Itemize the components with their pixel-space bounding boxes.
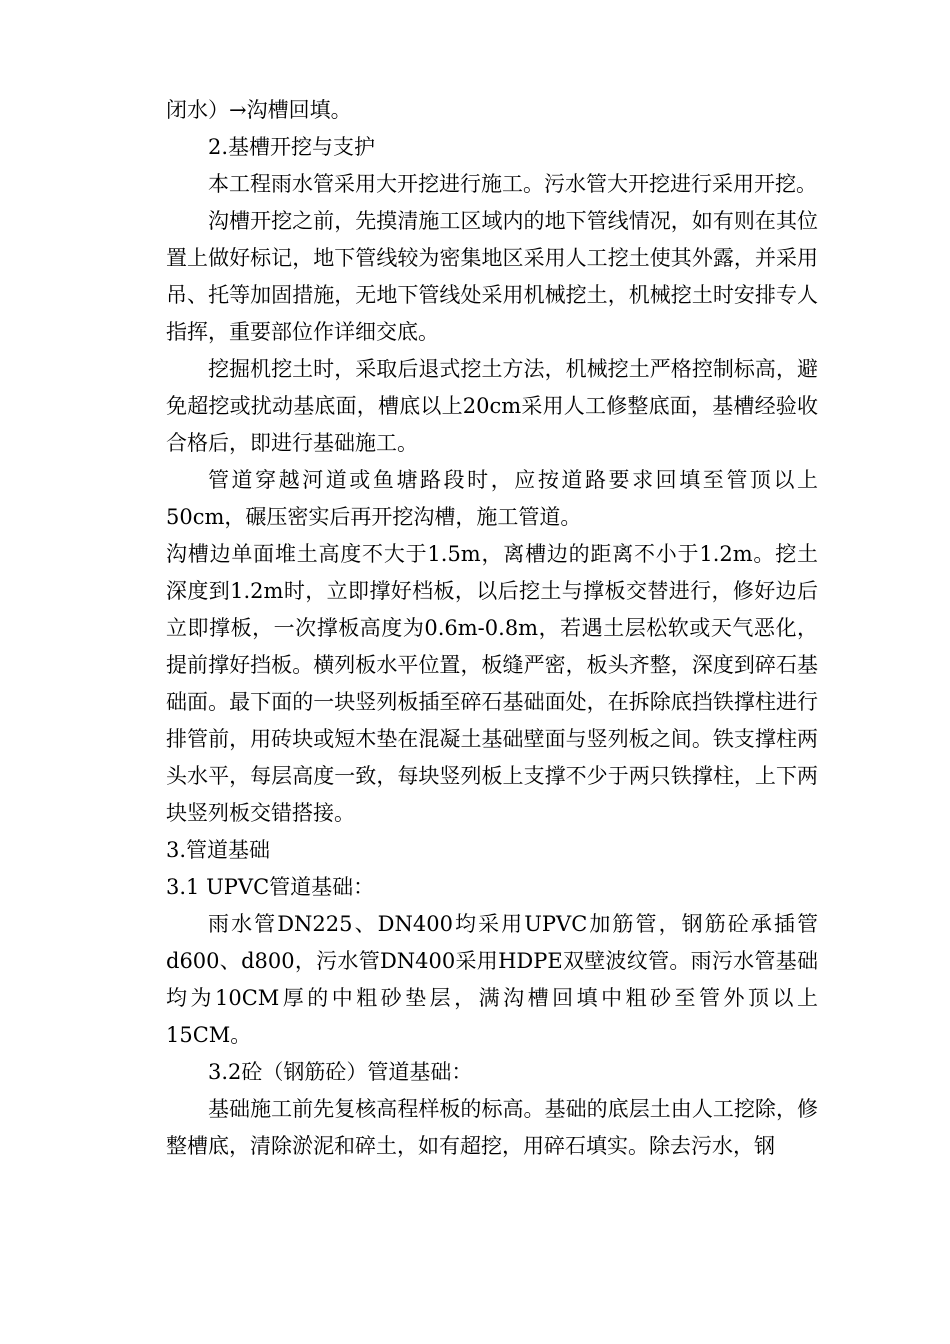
- paragraph-4: 沟槽开挖之前，先摸清施工区域内的地下管线情况，如有则在其位置上做好标记，地下管线较为密集地区采用人工挖土使其外露，并采用吊、托等加固措施，无地下管线处采用机械挖土，机械挖土时安排专人指挥，重要部位作详细交底。: [166, 209, 818, 344]
- paragraph-1: 闭水）→沟槽回填。: [166, 98, 352, 122]
- paragraph-6: 管道穿越河道或鱼塘路段时，应按道路要求回填至管顶以上50cm，碾压密实后再开挖沟槽，施工管道。: [166, 468, 818, 529]
- paragraph-3: 本工程雨水管采用大开挖进行施工。污水管大开挖进行采用开挖。: [208, 172, 817, 196]
- subsection-heading-3-1: 3.1 UPVC管道基础：: [166, 875, 375, 899]
- document-body: [166, 92, 818, 1165]
- paragraph-10: 雨水管DN225、DN400均采用UPVC加筋管，钢筋砼承插管d600、d800，污水管DN400采用HDPE双壁波纹管。雨污水管基础均为10CM厚的中粗砂垫层，满沟槽回填中粗砂至管外顶以上15CM。: [166, 912, 818, 1047]
- subsection-heading-3-2: 3.2砼（钢筋砼）管道基础：: [208, 1060, 473, 1084]
- paragraph-5: 挖掘机挖土时，采取后退式挖土方法，机械挖土严格控制标高，避免超挖或扰动基底面，槽底以上20cm采用人工修整底面，基槽经验收合格后，即进行基础施工。: [166, 357, 818, 455]
- paragraph-7: 沟槽边单面堆土高度不大于1.5m，离槽边的距离不小于1.2m。挖土深度到1.2m时，立即撑好档板，以后挖土与撑板交替进行，修好边后立即撑板，一次撑板高度为0.6m-0.8m，若遇土层松软或天气恶化，提前撑好挡板。横列板水平位置，板缝严密，板头齐整，深度到碎石基础面。最下面的一块竖列板插至碎石基础面处，在拆除底挡铁撑柱进行排管前，用砖块或短木垫在混凝土基础壁面与竖列板之间。铁支撑柱两头水平，每层高度一致，每块竖列板上支撑不少于两只铁撑柱，上下两块竖列板交错搭接。: [166, 542, 818, 825]
- paragraph-12: 基础施工前先复核高程样板的标高。基础的底层土由人工挖除，修整槽底，清除淤泥和碎土，如有超挖，用碎石填实。除去污水，钢: [166, 1097, 818, 1158]
- section-heading-2: 2.基槽开挖与支护: [208, 135, 376, 159]
- section-heading-3: 3.管道基础: [166, 838, 271, 862]
